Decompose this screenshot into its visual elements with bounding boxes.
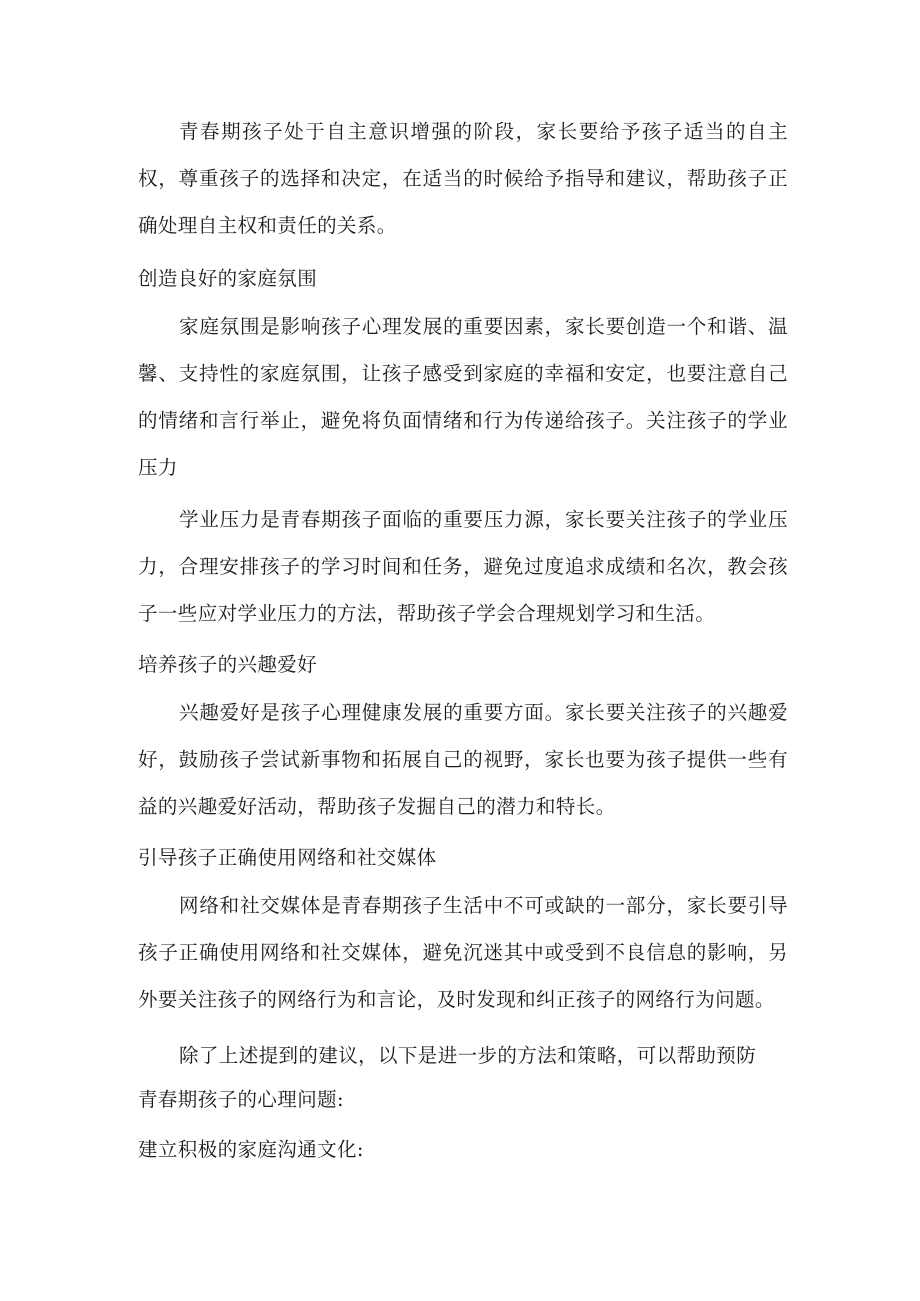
- heading-network-social-media: 引导孩子正确使用网络和社交媒体: [138, 846, 437, 869]
- paragraph-further-methods: 除了上述提到的建议，以下是进一步的方法和策略，可以帮助预防青春期孩子的心理问题:: [138, 1044, 757, 1111]
- paragraph-autonomy: 青春期孩子处于自主意识增强的阶段，家长要给予孩子适当的自主权，尊重孩子的选择和决定，在适当的时候给予指导和建议，帮助孩子正确处理自主权和责任的关系。: [138, 120, 788, 237]
- heading-family-atmosphere: 创造良好的家庭氛围: [138, 267, 318, 290]
- paragraph-hobbies: 兴趣爱好是孩子心理健康发展的重要方面。家长要关注孩子的兴趣爱好，鼓励孩子尝试新事物和拓展自己的视野，家长也要为孩子提供一些有益的兴趣爱好活动，帮助孩子发掘自己的潜力和特长。: [138, 701, 788, 818]
- paragraph-family-atmosphere: 家庭氛围是影响孩子心理发展的重要因素，家长要创造一个和谐、温馨、支持性的家庭氛围，让孩子感受到家庭的幸福和安定，也要注意自己的情绪和言行举止，避免将负面情绪和行为传递给孩子。关注孩子的学业压力: [138, 315, 788, 479]
- paragraph-academic-pressure: 学业压力是青春期孩子面临的重要压力源，家长要关注孩子的学业压力，合理安排孩子的学习时间和任务，避免过度追求成绩和名次，教会孩子一些应对学业压力的方法，帮助孩子学会合理规划学习和生活。: [138, 508, 788, 625]
- heading-hobbies: 培养孩子的兴趣爱好: [138, 653, 318, 676]
- paragraph-network-social-media: 网络和社交媒体是青春期孩子生活中不可或缺的一部分，家长要引导孩子正确使用网络和社交媒体，避免沉迷其中或受到不良信息的影响，另外要关注孩子的网络行为和言论，及时发现和纠正孩子的网络行为问题。: [138, 894, 788, 1011]
- heading-family-communication: 建立积极的家庭沟通文化:: [138, 1138, 364, 1161]
